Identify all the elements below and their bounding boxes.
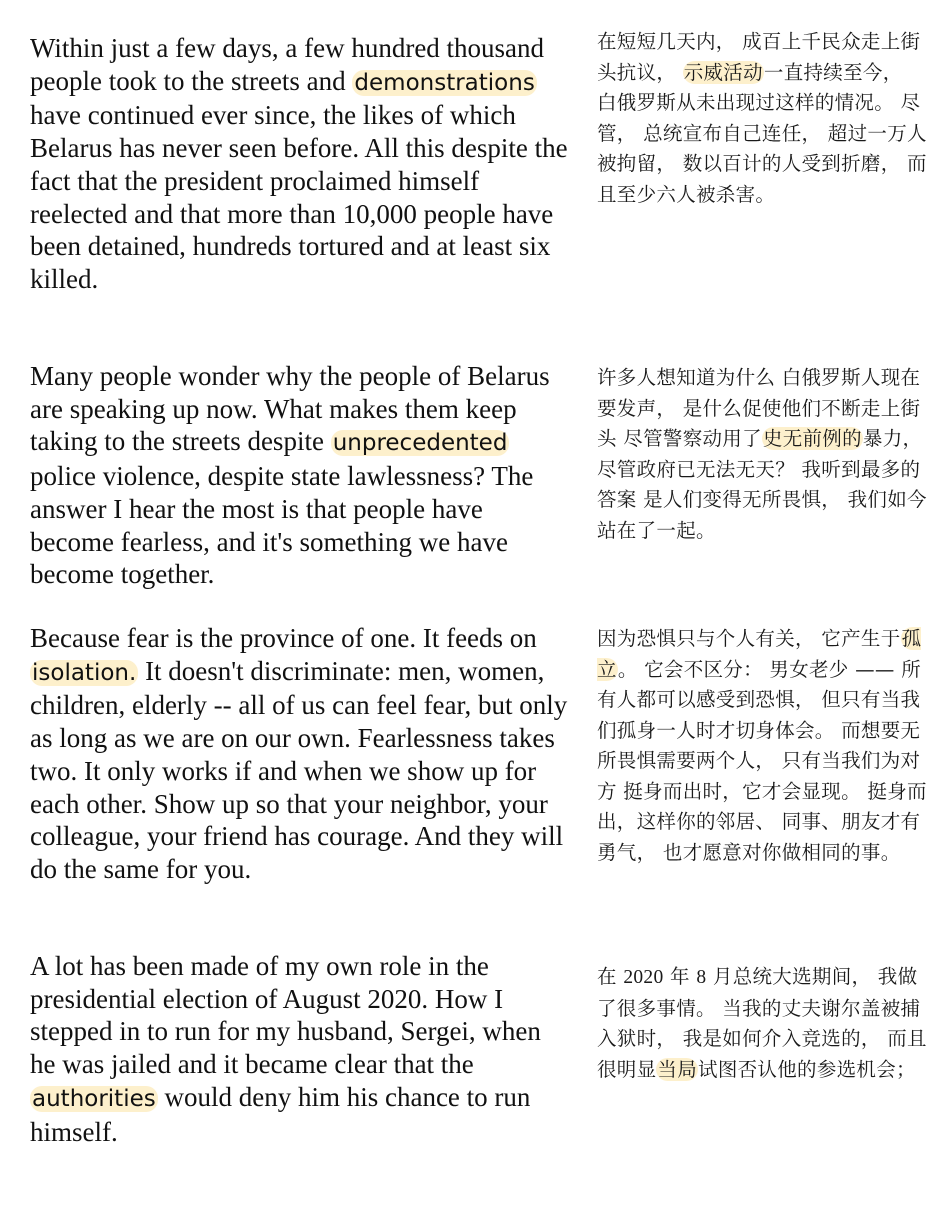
highlighted-term: 孤立: [597, 627, 922, 681]
highlighted-term: 示威活动: [683, 60, 763, 84]
chinese-paragraph-2: [597, 363, 927, 546]
text-span: 许多人想知道为什么 白俄罗斯人现在要发声， 是什么促使他们不断走上街头 尽管警察动用了: [597, 366, 921, 450]
text-span: police violence, despite state lawlessness? The answer I hear the most is that people have become fearless, and it's something we have become together.: [30, 461, 534, 590]
highlighted-term: 当局: [657, 1057, 698, 1081]
text-span: Many people wonder why the people of Belarus are speaking up now. What makes them keep taking to the streets despite: [30, 361, 550, 457]
english-paragraph-3: [30, 622, 570, 886]
chinese-paragraph-1: [597, 27, 927, 210]
text-span: 因为恐惧只与个人有关， 它产生于: [597, 627, 901, 650]
text-span: 月总统大选期间， 我做了很多事情。 当我的丈夫谢尔盖被捕入狱时， 我是如何介入竞选的， 而且很明显: [597, 965, 927, 1081]
english-paragraph-1: [30, 32, 570, 296]
year-number: 2020: [623, 967, 664, 988]
text-span: 试图否认他的参选机会；: [698, 1057, 916, 1081]
highlighted-term: 史无前例的: [762, 427, 862, 450]
text-span: 在短短几天内， 成百上千民众走上街头抗议，: [597, 30, 921, 84]
month-number: 8: [696, 967, 707, 988]
english-paragraph-2: [30, 360, 570, 591]
highlighted-term: authorities: [32, 1085, 156, 1112]
text-span: 暴力， 尽管政府已无法无天？ 我听到最多的答案 是人们变得无所畏惧， 我们如今站在了一起。: [597, 427, 927, 542]
text-span: It doesn't discriminate: men, women, children, elderly -- all of us can feel fear, but only as long as we are on our own. Fearlessness takes two. It only works if and when we show up for each other. Show up so that your neighbor, your colleague, your friend has courage. And they will do the same for you.: [30, 655, 568, 884]
text-span: Because fear is the province of one. It feeds on: [30, 623, 537, 653]
chinese-paragraph-3: [597, 624, 927, 868]
text-span: 。 它会不区分： 男女老少 —— 所有人都可以感受到恐惧， 但只有当我们孤身一人时才切身体会。 而想要无所畏惧需要两个人， 只有当我们为对方 挺身而出时，它才会显现。 挺身而出，这样你的邻居、 同事、朋友才有勇气， 也才愿意对你做相同的事。: [597, 657, 927, 864]
text-span: would deny him his chance to run himself.: [30, 1081, 531, 1147]
text-span: A lot has been made of my own role in the presidential election of August 2020. How I stepped in to run for my husband, Sergei, when he was jailed and it became clear that the: [30, 951, 541, 1080]
highlighted-term: demonstrations: [354, 69, 535, 96]
text-span: have continued ever since, the likes of which Belarus has never seen before. All this despite the fact that the president proclaimed himself reelected and that more than 10,000 people have been detained, hundreds tortured and at least six killed.: [30, 100, 568, 294]
highlighted-term: unprecedented: [332, 430, 508, 457]
chinese-paragraph-4: [597, 962, 927, 1085]
text-span: 一直持续至今， 白俄罗斯从未出现过这样的情况。 尽管， 总统宣布自己连任， 超过一万人被拘留， 数以百计的人受到折磨， 而且至少六人被杀害。: [597, 60, 927, 206]
text-span: Within just a few days, a few hundred thousand people took to the streets and: [30, 33, 545, 96]
text-span: 在: [597, 965, 624, 988]
text-span: 年: [663, 965, 697, 988]
highlighted-term: isolation.: [32, 659, 137, 686]
english-paragraph-4: [30, 950, 570, 1148]
